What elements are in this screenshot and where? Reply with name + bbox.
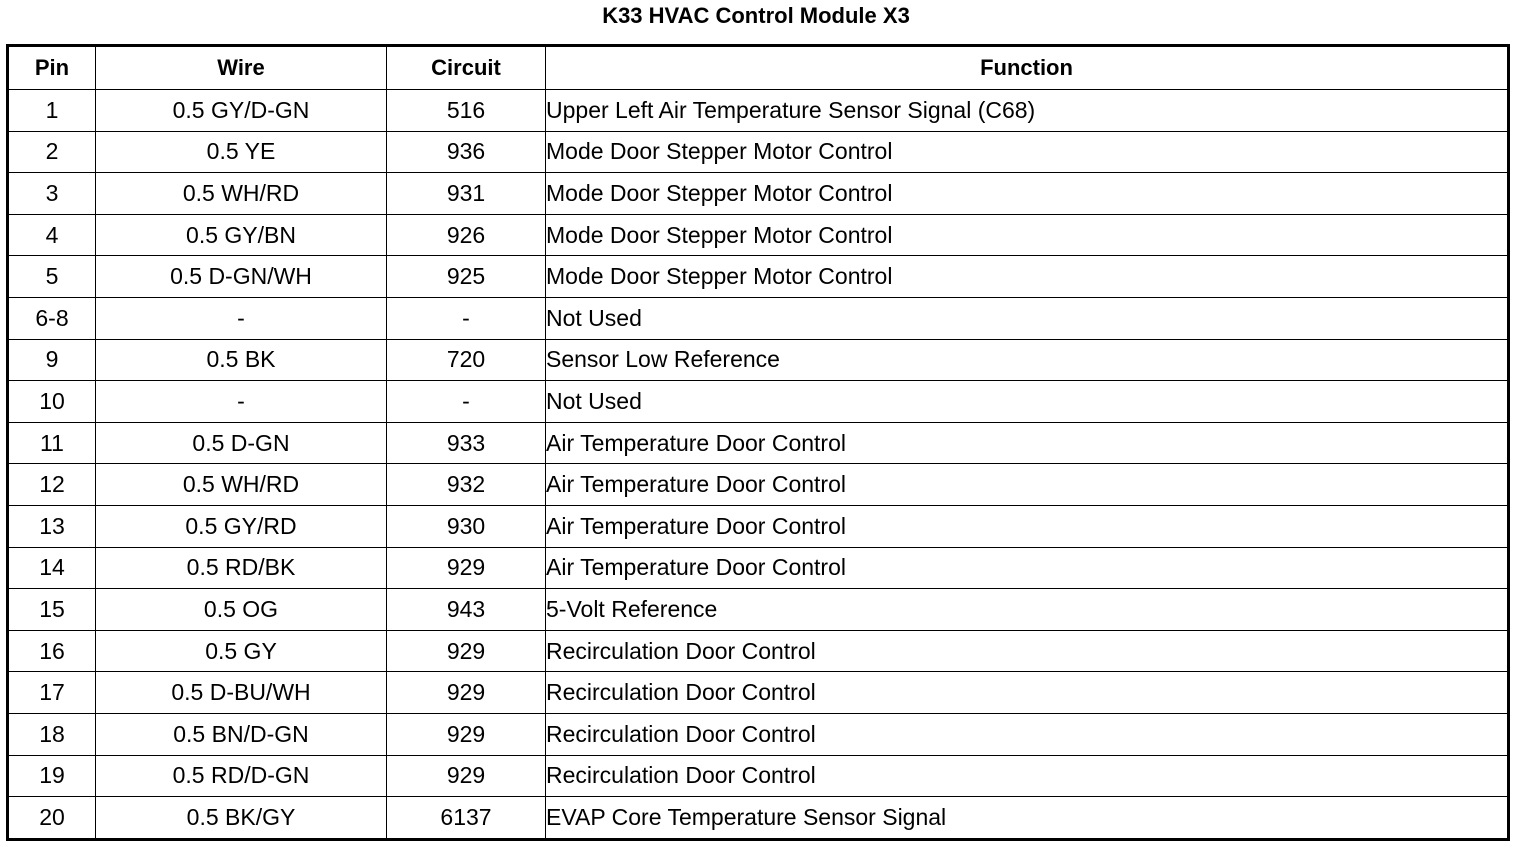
wire-cell: 0.5 GY/D-GN bbox=[96, 90, 387, 132]
pin-cell: 19 bbox=[8, 755, 96, 797]
pin-cell: 1 bbox=[8, 90, 96, 132]
wire-cell: 0.5 RD/BK bbox=[96, 547, 387, 589]
circuit-cell: 936 bbox=[387, 131, 546, 173]
pin-cell: 11 bbox=[8, 422, 96, 464]
column-header-function: Function bbox=[546, 46, 1509, 90]
circuit-cell: 929 bbox=[387, 713, 546, 755]
column-header-wire: Wire bbox=[96, 46, 387, 90]
function-cell: Air Temperature Door Control bbox=[546, 422, 1509, 464]
circuit-cell: 929 bbox=[387, 547, 546, 589]
table-row bbox=[8, 256, 1509, 298]
table-row bbox=[8, 589, 1509, 631]
pin-cell: 9 bbox=[8, 339, 96, 381]
table-row bbox=[8, 214, 1509, 256]
circuit-cell: 932 bbox=[387, 464, 546, 506]
circuit-cell: 925 bbox=[387, 256, 546, 298]
wire-cell: 0.5 GY bbox=[96, 630, 387, 672]
circuit-cell: 516 bbox=[387, 90, 546, 132]
wire-cell: 0.5 BK/GY bbox=[96, 797, 387, 840]
circuit-cell: 943 bbox=[387, 589, 546, 631]
table-row bbox=[8, 505, 1509, 547]
wire-cell: 0.5 D-GN bbox=[96, 422, 387, 464]
function-cell: Not Used bbox=[546, 381, 1509, 423]
pin-cell: 2 bbox=[8, 131, 96, 173]
table-row bbox=[8, 630, 1509, 672]
wire-cell: - bbox=[96, 381, 387, 423]
pin-cell: 16 bbox=[8, 630, 96, 672]
circuit-cell: 720 bbox=[387, 339, 546, 381]
circuit-cell: 929 bbox=[387, 672, 546, 714]
pin-cell: 5 bbox=[8, 256, 96, 298]
function-cell: Mode Door Stepper Motor Control bbox=[546, 214, 1509, 256]
table-row bbox=[8, 464, 1509, 506]
function-cell: Recirculation Door Control bbox=[546, 755, 1509, 797]
circuit-cell: 929 bbox=[387, 630, 546, 672]
pin-cell: 10 bbox=[8, 381, 96, 423]
pin-cell: 18 bbox=[8, 713, 96, 755]
table-row bbox=[8, 422, 1509, 464]
circuit-cell: 929 bbox=[387, 755, 546, 797]
circuit-cell: 931 bbox=[387, 173, 546, 215]
wire-cell: 0.5 GY/BN bbox=[96, 214, 387, 256]
table-row bbox=[8, 297, 1509, 339]
pin-cell: 14 bbox=[8, 547, 96, 589]
table-row bbox=[8, 173, 1509, 215]
function-cell: Mode Door Stepper Motor Control bbox=[546, 131, 1509, 173]
pin-cell: 4 bbox=[8, 214, 96, 256]
table-row bbox=[8, 381, 1509, 423]
pin-cell: 3 bbox=[8, 173, 96, 215]
wire-cell: 0.5 D-GN/WH bbox=[96, 256, 387, 298]
circuit-cell: 926 bbox=[387, 214, 546, 256]
wire-cell: 0.5 BN/D-GN bbox=[96, 713, 387, 755]
wire-cell: 0.5 GY/RD bbox=[96, 505, 387, 547]
header-row bbox=[8, 46, 1509, 90]
wire-cell: 0.5 OG bbox=[96, 589, 387, 631]
pin-cell: 15 bbox=[8, 589, 96, 631]
wire-cell: 0.5 WH/RD bbox=[96, 173, 387, 215]
circuit-cell: 930 bbox=[387, 505, 546, 547]
function-cell: Mode Door Stepper Motor Control bbox=[546, 256, 1509, 298]
wire-cell: 0.5 D-BU/WH bbox=[96, 672, 387, 714]
function-cell: Air Temperature Door Control bbox=[546, 547, 1509, 589]
table-row bbox=[8, 90, 1509, 132]
function-cell: Air Temperature Door Control bbox=[546, 464, 1509, 506]
table-row bbox=[8, 713, 1509, 755]
wire-cell: - bbox=[96, 297, 387, 339]
circuit-cell: 933 bbox=[387, 422, 546, 464]
table-row bbox=[8, 131, 1509, 173]
table-row bbox=[8, 339, 1509, 381]
pin-cell: 12 bbox=[8, 464, 96, 506]
table-row bbox=[8, 755, 1509, 797]
table-row bbox=[8, 797, 1509, 840]
column-header-pin: Pin bbox=[8, 46, 96, 90]
table-row bbox=[8, 672, 1509, 714]
pin-cell: 6-8 bbox=[8, 297, 96, 339]
wire-cell: 0.5 WH/RD bbox=[96, 464, 387, 506]
circuit-cell: - bbox=[387, 381, 546, 423]
circuit-cell: - bbox=[387, 297, 546, 339]
function-cell: Sensor Low Reference bbox=[546, 339, 1509, 381]
function-cell: EVAP Core Temperature Sensor Signal bbox=[546, 797, 1509, 840]
function-cell: Upper Left Air Temperature Sensor Signal (C68) bbox=[546, 90, 1509, 132]
circuit-cell: 6137 bbox=[387, 797, 546, 840]
function-cell: Recirculation Door Control bbox=[546, 630, 1509, 672]
table-row bbox=[8, 547, 1509, 589]
connector-pinout-table bbox=[6, 44, 1510, 841]
page-title: K33 HVAC Control Module X3 bbox=[602, 3, 910, 28]
function-cell: Recirculation Door Control bbox=[546, 672, 1509, 714]
pin-cell: 13 bbox=[8, 505, 96, 547]
wire-cell: 0.5 BK bbox=[96, 339, 387, 381]
wire-cell: 0.5 YE bbox=[96, 131, 387, 173]
pin-cell: 17 bbox=[8, 672, 96, 714]
wire-cell: 0.5 RD/D-GN bbox=[96, 755, 387, 797]
function-cell: Mode Door Stepper Motor Control bbox=[546, 173, 1509, 215]
function-cell: Recirculation Door Control bbox=[546, 713, 1509, 755]
pin-cell: 20 bbox=[8, 797, 96, 840]
function-cell: Not Used bbox=[546, 297, 1509, 339]
function-cell: 5-Volt Reference bbox=[546, 589, 1509, 631]
table-header bbox=[8, 46, 1509, 90]
function-cell: Air Temperature Door Control bbox=[546, 505, 1509, 547]
column-header-circuit: Circuit bbox=[387, 46, 546, 90]
table-body bbox=[8, 90, 1509, 840]
